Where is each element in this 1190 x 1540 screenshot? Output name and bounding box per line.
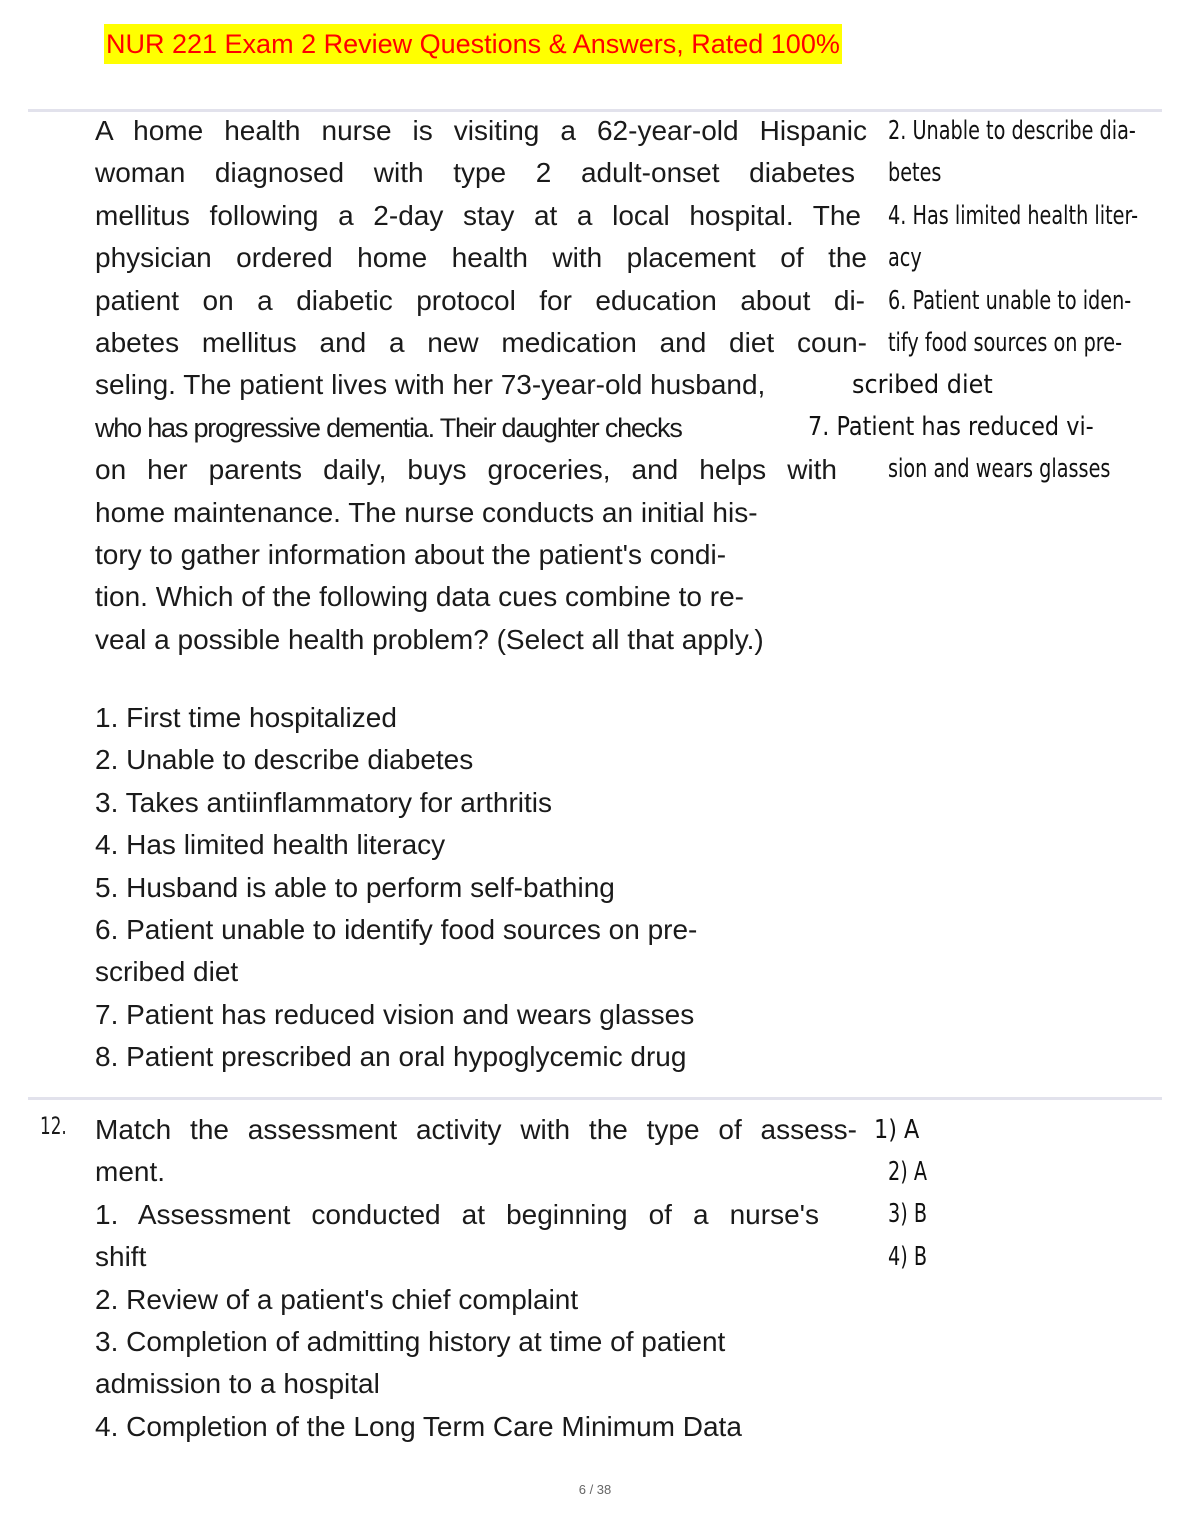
question-11-stem [95,110,867,661]
stem-line: woman diagnosed with type 2 adult-onset diabetes [95,157,855,189]
option-item: 4. Has limited health literacy [95,829,446,861]
answer-line: betes [888,158,942,189]
stem-line: ment. [95,1156,166,1188]
option-item: 3. Takes antiinflammatory for arthritis [95,786,552,818]
stem-line: on her parents daily, buys groceries, and helps with [95,454,837,486]
question-11-answer-continued [852,364,993,406]
match-item: admission to a hospital [95,1368,380,1400]
answer-line: 7. Patient has reduced vi- [808,412,1094,442]
option-item: 6. Patient unable to identify food sources on pre- [95,913,698,945]
match-item: 1. Assessment conducted at beginning of a nurse's [95,1198,819,1230]
stem-line: mellitus following a 2-day stay at a local hospital. The [95,199,861,231]
answer-line: 1) A [874,1115,920,1145]
option-item: scribed diet [95,956,239,988]
answer-line: acy [888,243,922,274]
option-item: 5. Husband is able to perform self-bathing [95,871,615,903]
answer-line: sion and wears glasses [888,454,1111,484]
stem-line: physician ordered home health with placement of the [95,242,867,274]
stem-line: abetes mellitus and a new medication and diet coun- [95,326,867,358]
answer-line: tify food sources on pre- [888,327,1123,358]
page-number: 6 / 38 [578,1482,612,1497]
question-11-answer [888,110,1138,364]
option-item: 7. Patient has reduced vision and wears glasses [95,998,695,1030]
question-12-answer [874,1109,919,1151]
question-11-answer-continued [808,406,1094,448]
answer-line: 2. Unable to describe dia- [888,116,1136,146]
answer-line: 2) A [888,1157,928,1187]
divider-question-12 [28,1097,1162,1100]
stem-line: Match the assessment activity with the type of assess- [95,1114,857,1145]
match-item: shift [95,1241,147,1273]
match-item: 2. Review of a patient's chief complaint [95,1283,579,1315]
question-12-stem [95,1109,857,1448]
question-11-answer-continued [888,448,1110,490]
match-item: 4. Completion of the Long Term Care Minimum Data [95,1410,742,1442]
stem-line: patient on a diabetic protocol for education about di- [95,284,865,316]
question-12-answer-continued [888,1151,927,1278]
stem-line: veal a possible health problem? (Select all that apply.) [95,623,764,655]
stem-line: tory to gather information about the patient's condi- [95,538,727,570]
answer-line: 3) B [888,1199,928,1230]
stem-line: home maintenance. The nurse conducts an initial his- [95,496,758,528]
option-item: 8. Patient prescribed an oral hypoglycemic drug [95,1041,687,1073]
answer-line: 6. Patient unable to iden- [888,285,1132,316]
document-title-banner: NUR 221 Exam 2 Review Questions & Answers, Rated 100% [104,24,842,64]
stem-line: A home health nurse is visiting a 62-year-old Hispanic [95,115,867,146]
stem-line: who has progressive dementia. Their daughter checks [95,412,682,443]
stem-line: tion. Which of the following data cues combine to re- [95,581,745,613]
answer-line: scribed diet [852,370,993,400]
stem-line: seling. The patient lives with her 73-year-old husband, [95,369,766,401]
question-number: 12. [40,1112,67,1140]
option-item: 2. Unable to describe diabetes [95,744,474,776]
answer-line: 4) B [888,1241,928,1272]
question-11-options [95,697,697,1079]
answer-line: 4. Has limited health liter- [888,200,1139,231]
option-item: 1. First time hospitalized [95,702,397,733]
match-item: 3. Completion of admitting history at time of patient [95,1325,726,1357]
